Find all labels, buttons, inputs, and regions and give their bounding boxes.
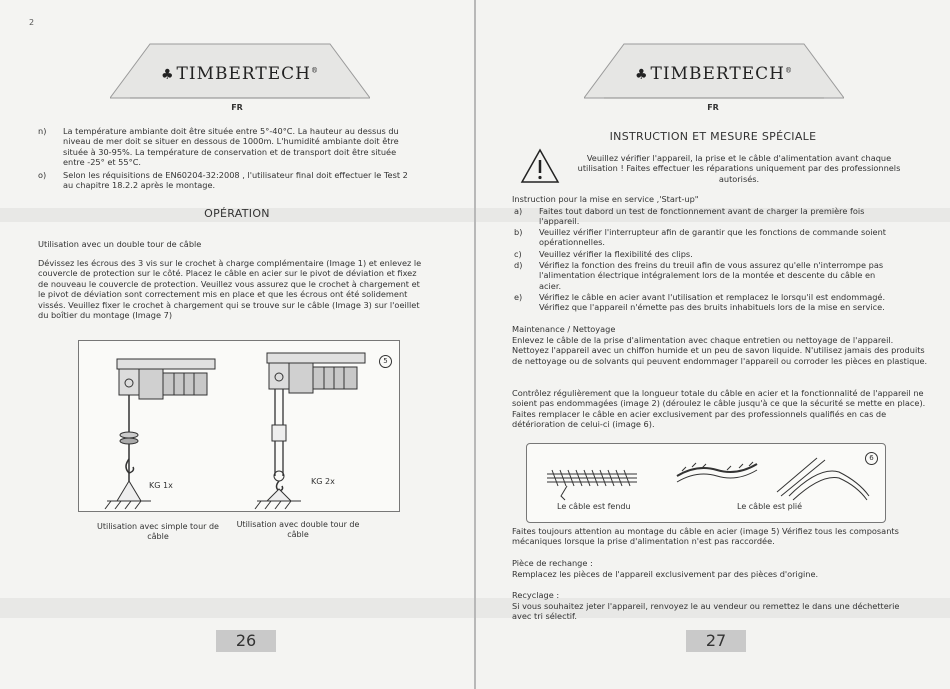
caption-double: Utilisation avec double tour de câble — [236, 520, 360, 539]
registered-mark: ® — [785, 66, 793, 75]
section-subtitle: Utilisation avec un double tour de câble — [38, 239, 202, 249]
recycling-title: Recyclage : — [512, 590, 560, 600]
load-label-double: KG 2x — [311, 477, 335, 486]
registered-mark: ® — [311, 66, 319, 75]
figure-number: 6 — [865, 452, 878, 465]
brand-logo — [584, 64, 844, 84]
spare-title: Pièce de rechange : — [512, 558, 593, 568]
label-cable-bent: Le câble est plié — [737, 502, 803, 511]
item-letter: b) — [514, 227, 523, 237]
item-text: Veuillez vérifier la flexibilité des clips. — [539, 249, 693, 259]
caption-single: Utilisation avec simple tour de câble — [97, 522, 219, 541]
warning-icon — [520, 148, 560, 184]
item-letter: n) — [38, 126, 47, 136]
header-banner — [110, 42, 370, 100]
page-marker: 2 — [29, 18, 35, 27]
section-heading: INSTRUCTION ET MESURE SPÉCIALE — [609, 130, 817, 143]
language-label: FR — [707, 103, 719, 112]
item-text: Vérifiez le câble en acier avant l'utilisation et remplacez le lorsqu'il est endommagé. Vérifiez que l'appareil n'émette pas des bruits inhabituels lors de la mise en service. — [539, 292, 886, 313]
tree-icon: ♣ — [634, 67, 649, 83]
item-text: Selon les réquisitions de EN60204-32:2008 , l'utilisateur final doit effectuer le Test 2 au chapitre 18.2.2 après le montage. — [63, 170, 408, 191]
page-number: 27 — [686, 630, 746, 652]
header-banner — [584, 42, 844, 100]
maintenance-text: Enlevez le câble de la prise d'alimentation avec chaque entretien ou nettoyage de l'appareil. Nettoyez l'appareil avec un chiffon humide et un peu de savon liquide. N'utilisez jamais des produits de nettoyage ou de solvants qui peuvent endommager l'appareil ou corroder les pièces en plastique. — [512, 335, 928, 366]
right-page — [476, 0, 950, 689]
control-text: Contrôlez régulièrement que la longueur totale du câble en acier et la fonctionnalité de l'appareil ne soient pas endommagées (image 2) (déroulez le câble jusqu'à ce que la sécurité se mette en place). Faites remplacer le câble en acier exclusivement par des professionnels qualifiés en cas de détérioration de celui-ci (image 6). — [512, 388, 926, 430]
operation-paragraph: Dévissez les écrous des 3 vis sur le crochet à charge complémentaire (Image 1) et enlevez le couvercle de protection sur le côté. Placez le câble en acier sur le pivot de déviation et fixez de nouveau le couvercle de protection. Veuillez vous assurez que le crochet à chargement et le pivot de déviation sont correctement mis en place et que les écrous ont été solidement vissés. Veuillez fixer le crochet à chargement qui se trouve sur le câble (Image 3) sur l'oeillet du boîtier du montage (Image 7) — [38, 258, 422, 321]
figure-number: 5 — [379, 355, 392, 368]
brand-logo — [110, 64, 370, 84]
section-heading: OPÉRATION — [204, 207, 270, 220]
logo-text: TIMBERTECH — [650, 64, 785, 84]
recycling-text: Si vous souhaitez jeter l'appareil, renvoyez le au vendeur ou remettez le dans une déchetterie avec tri sélectif. — [512, 601, 900, 622]
item-letter: o) — [38, 170, 47, 180]
language-label: FR — [231, 103, 243, 112]
startup-title: Instruction pour la mise en service ,'Start-up" — [512, 194, 699, 204]
item-letter: c) — [514, 249, 522, 259]
scan-band — [0, 598, 474, 618]
attention-text: Faites toujours attention au montage du câble en acier (image 5) Vérifiez tous les composants mécaniques lorsque la prise d'alimentation n'est pas raccordée. — [512, 526, 899, 547]
logo-text: TIMBERTECH — [176, 64, 311, 84]
label-cable-split: Le câble est fendu — [557, 502, 631, 511]
item-text: La température ambiante doit être située entre 5°-40°C. La hauteur au dessus du niveau de mer doit se situer en dessous de 1000m. L'humidité ambiante doit être située à 30-95%. La température de conservation et de transport doit être située entre -25° et 55°C. — [63, 126, 399, 168]
page-number: 26 — [216, 630, 276, 652]
figure-cable-damage — [526, 443, 886, 523]
spare-text: Remplacez les pièces de l'appareil exclusivement par des pièces d'origine. — [512, 569, 819, 579]
item-letter: a) — [514, 206, 523, 216]
load-label-single: KG 1x — [149, 481, 173, 490]
tree-icon: ♣ — [160, 67, 175, 83]
item-letter: d) — [514, 260, 523, 270]
cable-drawing — [527, 444, 887, 524]
figure-hoist-diagram — [78, 340, 400, 512]
maintenance-title: Maintenance / Nettoyage — [512, 324, 616, 334]
left-page — [0, 0, 474, 689]
hoist-drawing — [79, 341, 401, 513]
item-text: Vérifiez la fonction des freins du treuil afin de vous assurez qu'elle n'interrompe pas l'alimentation électrique intégralement lors de la montée et descente du câble en acier. — [539, 260, 884, 291]
item-letter: e) — [514, 292, 523, 302]
item-text: Faites tout dabord un test de fonctionnement avant de charger la première fois l'appareil. — [539, 206, 865, 227]
item-text: Veuillez vérifier l'interrupteur afin de garantir que les fonctions de commande soient opérationnelles. — [539, 227, 886, 248]
warning-text: Veuillez vérifier l'appareil, la prise et le câble d'alimentation avant chaque utilisation ! Faites effectuer les réparations uniquement par des professionnels autorisés. — [577, 153, 901, 184]
